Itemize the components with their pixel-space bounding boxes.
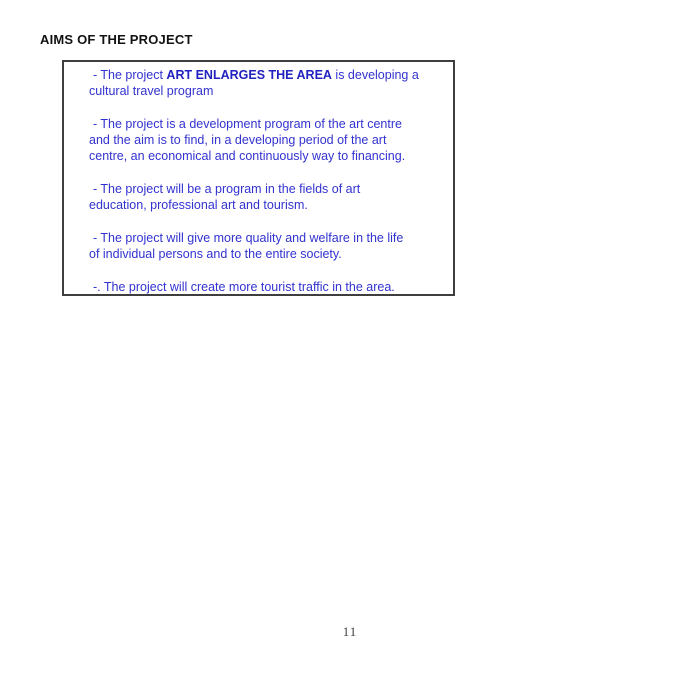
paragraph-line xyxy=(89,67,443,83)
paragraph-line: - The project will be a program in the fields of art xyxy=(93,182,361,196)
paragraph-line: centre, an economical and continuously way to financing. xyxy=(89,149,406,163)
aim-paragraph-2 xyxy=(89,116,443,164)
paragraph-line: - The project is a development program of the art centre xyxy=(93,117,402,131)
aims-box xyxy=(62,60,455,296)
paragraph-line: cultural travel program xyxy=(89,84,214,98)
project-name-bold: ART ENLARGES THE AREA xyxy=(166,68,332,82)
paragraph-text: is developing a xyxy=(331,68,419,82)
page-number: 11 xyxy=(342,624,358,639)
paragraph-line: -. The project will create more tourist traffic in the area. xyxy=(93,280,395,294)
aim-paragraph-1 xyxy=(89,67,443,99)
paragraph-line: of individual persons and to the entire society. xyxy=(89,247,342,261)
page-title: AIMS OF THE PROJECT xyxy=(40,32,193,47)
paragraph-text: - The project xyxy=(93,68,167,82)
paragraph-line: and the aim is to find, in a developing period of the art xyxy=(89,133,387,147)
aim-paragraph-4 xyxy=(89,230,443,262)
paragraph-line: education, professional art and tourism. xyxy=(89,198,308,212)
paragraph-line: - The project will give more quality and welfare in the life xyxy=(93,231,404,245)
aim-paragraph-3 xyxy=(89,181,443,213)
aim-paragraph-5 xyxy=(89,279,443,295)
